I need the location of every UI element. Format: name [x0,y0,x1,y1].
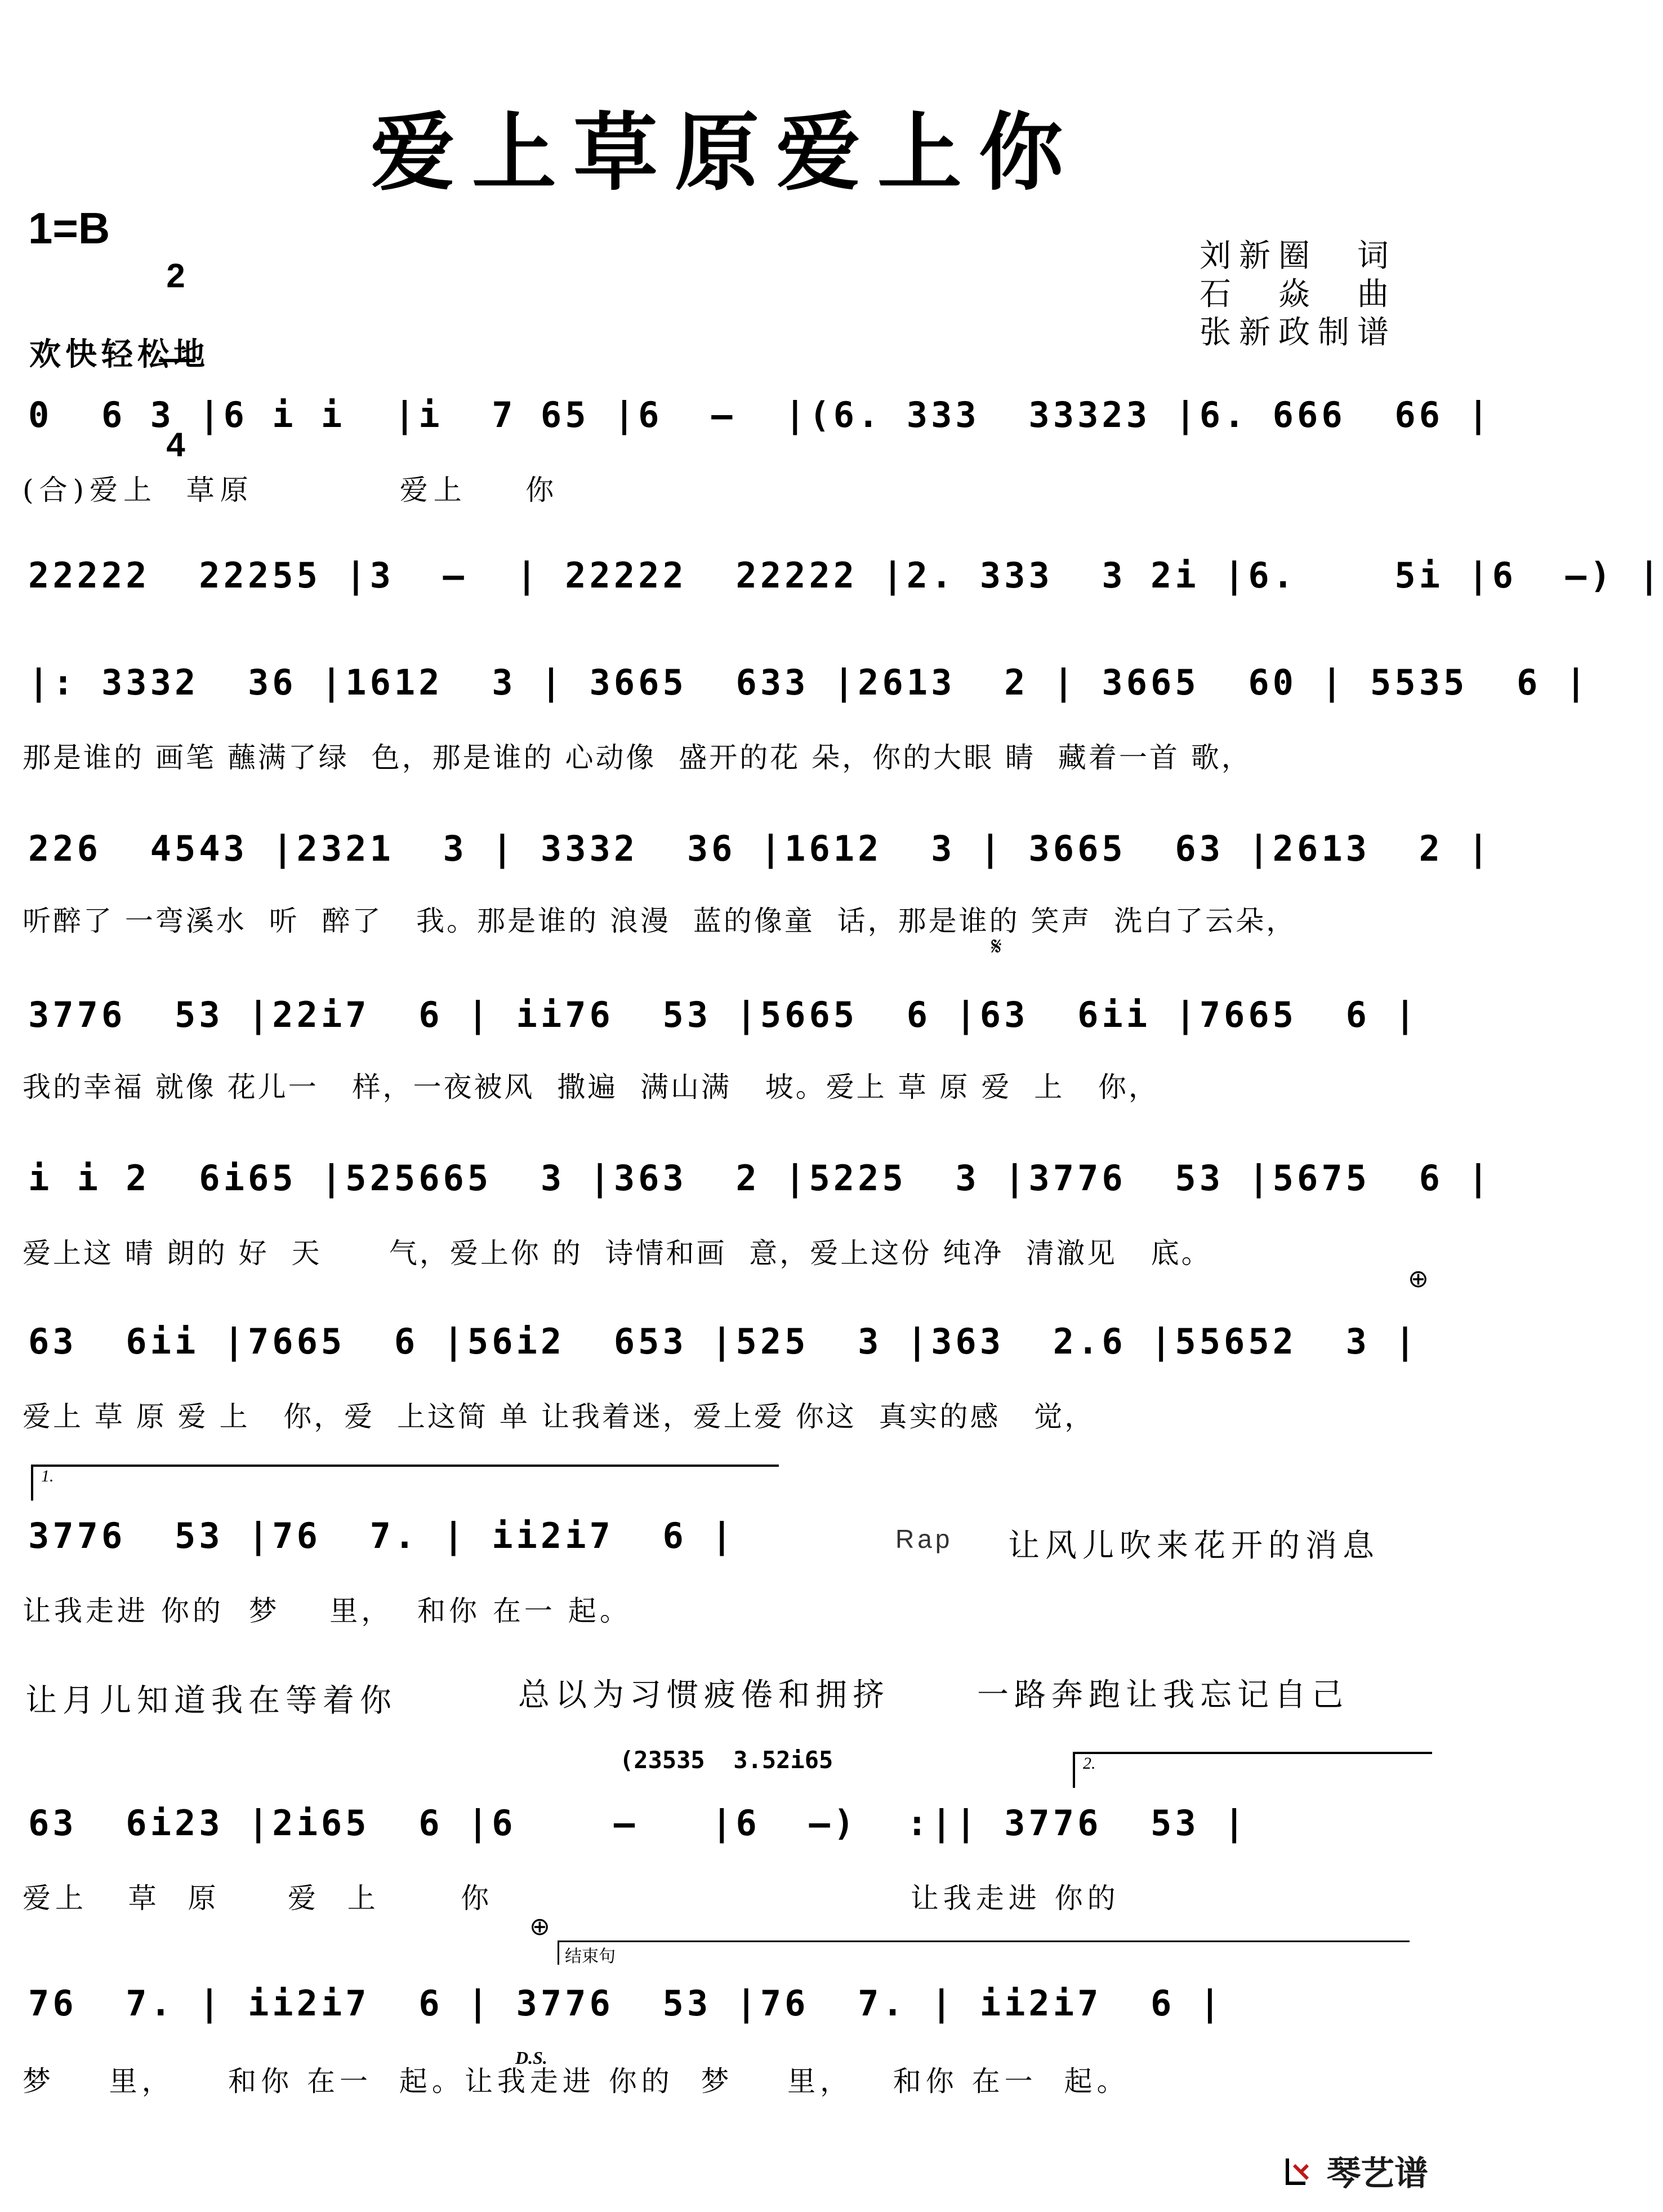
brand-logo [1283,2147,1428,2195]
lyric-row-6: 爱上这 晴 朗的 好 天 气，爱上你 的 诗情和画 意，爱上这份 纯净 清澈见 底。 [23,1237,1212,1270]
key-signature: 1=B [28,203,110,253]
time-signature-top: 2 [166,257,185,295]
notation-row-7: 63 6ii |7665 6 |56i2 653 |525 3 |363 2.6 |55652 3 | [28,1321,1419,1362]
coda-sign: ⊕ [1408,1265,1429,1293]
notation-row-3: |: 3332 36 |1612 3 | 3665 633 |2613 2 | 3665 60 | 5535 6 | [28,662,1590,703]
first-ending-bracket: 1. [31,1465,779,1501]
rap-line-2: 让月儿知道我在等着你 [25,1683,397,1719]
notation-row-8: 3776 53 |76 7. | ii2i7 6 | [28,1515,736,1556]
lyric-row-8: 让我走进 你的 梦 里， 和你 在一 起。 [23,1595,631,1627]
brand-name: 琴艺谱 [1327,2154,1428,2193]
notation-row-2: 22222 22255 |3 – | 22222 22222 |2. 333 3 2i |6. 5i |6 –) | [28,555,1663,596]
coda-bracket: 结束句 [558,1940,1410,1965]
lyric-row-9: 爱上 草 原 爱 上 你 让我走进 你的 [23,1882,1120,1915]
credit-composer: 石 焱 曲 [1200,276,1397,313]
second-ending-bracket: 2. [1073,1752,1432,1788]
ornament-notes: (23535 3.52i65 [619,1746,833,1774]
rap-line-1: 让风儿吹来花开的消息 [1008,1528,1380,1564]
notation-row-1: 0 6 3 |6 i i |i 7 65 |6 – |(6. 333 33323 |6. 666 66 | [28,394,1492,435]
credit-arranger: 张新政制谱 [1200,314,1397,351]
notation-row-10: 76 7. | ii2i7 6 | 3776 53 |76 7. | ii2i7 6 | [28,1983,1224,2024]
notation-row-6: i i 2 6i65 |525665 3 |363 2 |5225 3 |3776 53 |5675 6 | [28,1158,1492,1199]
lyric-row-5: 我的幸福 就像 花儿一 样，一夜被风 撒遍 满山满 坡。爱上 草 原 爱 上 你， [23,1071,1159,1103]
segno-sign: 𝄋 [991,932,1002,961]
lyric-row-1: (合)爱上 草原 爱上 你 [23,474,560,506]
coda-sign-2: ⊕ [529,1912,550,1941]
lyric-row-7: 爱上 草 原 爱 上 你，爱 上这简 单 让我着迷，爱上爱 你这 真实的感 觉， [23,1400,1095,1433]
notation-row-9: 63 6i23 |2i65 6 |6 – |6 –) :|| 3776 53 | [28,1802,1249,1844]
lyric-row-4: 听醉了 一弯溪水 听 醉了 我。那是谁的 浪漫 蓝的像童 话，那是谁的 笑声 洗白了云朵， [23,905,1297,937]
dal-segno-mark: D.S. [515,2048,547,2068]
credit-lyricist: 刘新圈 词 [1200,238,1397,274]
rap-line-3: 总以为习惯疲倦和拥挤 [518,1677,890,1713]
time-signature-bottom: 4 [166,426,185,464]
brand-logo-icon [1283,2154,1317,2188]
lyric-row-10: 梦 里， 和你 在一 起。让我走进 你的 梦 里， 和你 在一 起。 [23,2065,1130,2098]
lyric-row-3: 那是谁的 画笔 蘸满了绿 色，那是谁的 心动像 盛开的花 朵，你的大眼 睛 藏着一首 歌， [23,741,1252,774]
song-title: 爱上草原爱上你 [370,103,1080,202]
notation-row-4: 226 4543 |2321 3 | 3332 36 |1612 3 | 3665 63 |2613 2 | [28,828,1492,869]
rap-label: Rap [895,1524,953,1554]
notation-row-5: 3776 53 |22i7 6 | ii76 53 |5665 6 |63 6ii |7665 6 | [28,994,1419,1035]
rap-line-4: 一路奔跑让我忘记自己 [977,1677,1349,1713]
tempo-marking: 欢快轻松地 [29,336,209,373]
